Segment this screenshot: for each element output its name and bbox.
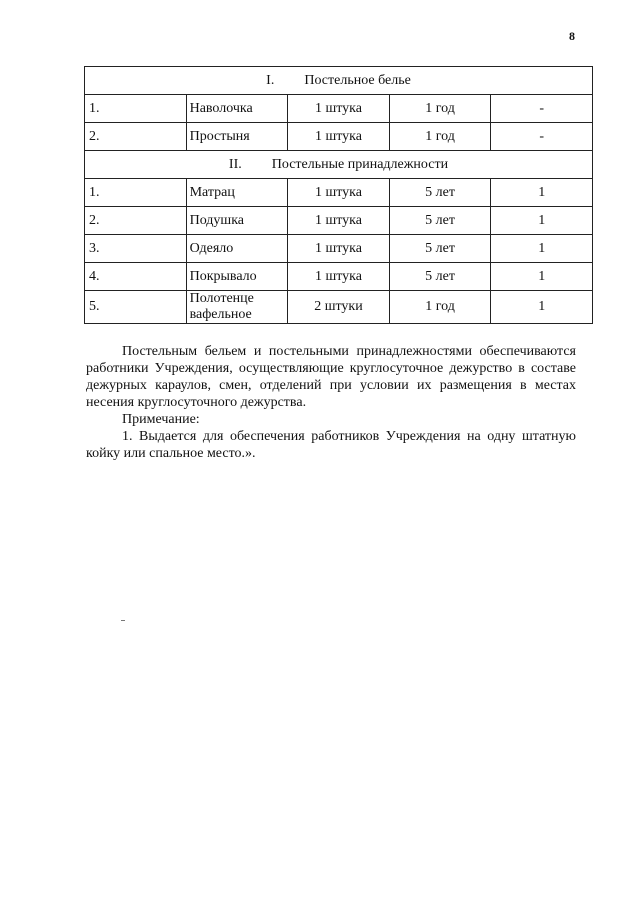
item-name: Подушка	[186, 207, 288, 235]
section-title: Постельное белье	[304, 72, 411, 88]
item-term: 1 год	[389, 95, 491, 123]
item-quantity: 1 штука	[288, 235, 390, 263]
row-number: 2.	[85, 123, 187, 151]
item-count: 1	[491, 291, 593, 324]
item-quantity: 1 штука	[288, 263, 390, 291]
page-number: 8	[569, 29, 575, 43]
item-quantity: 1 штука	[288, 207, 390, 235]
section-numeral: II.	[228, 156, 242, 172]
note-label: Примечание:	[122, 412, 200, 427]
supply-norms-table	[84, 66, 593, 324]
main-paragraph: Постельным бельем и постельными принадлежностями обеспечиваются работники Учреждения, осуществляющие круглосуточное дежурство в составе дежурных караулов, смен, отделений при условии их размещения в местах несения круглосуточного дежурства.	[86, 344, 576, 410]
row-number: 3.	[85, 235, 187, 263]
section-header-row	[85, 67, 593, 95]
table-row	[85, 95, 593, 123]
item-count: -	[491, 95, 593, 123]
section-title: Постельные принадлежности	[271, 156, 449, 172]
item-name: Наволочка	[186, 95, 288, 123]
item-quantity: 1 штука	[288, 123, 390, 151]
item-name: Матрац	[186, 179, 288, 207]
item-count: 1	[491, 235, 593, 263]
table-row	[85, 291, 593, 324]
row-number: 4.	[85, 263, 187, 291]
item-name: Одеяло	[186, 235, 288, 263]
item-name: Полотенце вафельное	[186, 291, 288, 324]
item-quantity: 1 штука	[288, 179, 390, 207]
row-number: 1.	[85, 95, 187, 123]
item-term: 5 лет	[389, 263, 491, 291]
table-row	[85, 263, 593, 291]
section-header	[85, 151, 593, 179]
body-text	[86, 343, 576, 462]
row-number: 2.	[85, 207, 187, 235]
item-count: 1	[491, 263, 593, 291]
item-term: 5 лет	[389, 179, 491, 207]
row-number: 5.	[85, 291, 187, 324]
section-header	[85, 67, 593, 95]
row-number: 1.	[85, 179, 187, 207]
table-row	[85, 123, 593, 151]
section-numeral: I.	[266, 72, 275, 88]
item-term: 1 год	[389, 291, 491, 324]
scan-speck	[121, 620, 125, 621]
table-row	[85, 235, 593, 263]
item-count: 1	[491, 207, 593, 235]
item-count: -	[491, 123, 593, 151]
item-name: Простыня	[186, 123, 288, 151]
item-quantity: 2 штуки	[288, 291, 390, 324]
item-quantity: 1 штука	[288, 95, 390, 123]
table-row	[85, 179, 593, 207]
item-name: Покрывало	[186, 263, 288, 291]
section-header-row	[85, 151, 593, 179]
item-count: 1	[491, 179, 593, 207]
item-term: 1 год	[389, 123, 491, 151]
item-term: 5 лет	[389, 207, 491, 235]
note-item: 1. Выдается для обеспечения работников Учреждения на одну штатную койку или спальное место.».	[86, 429, 576, 461]
item-term: 5 лет	[389, 235, 491, 263]
table-row	[85, 207, 593, 235]
